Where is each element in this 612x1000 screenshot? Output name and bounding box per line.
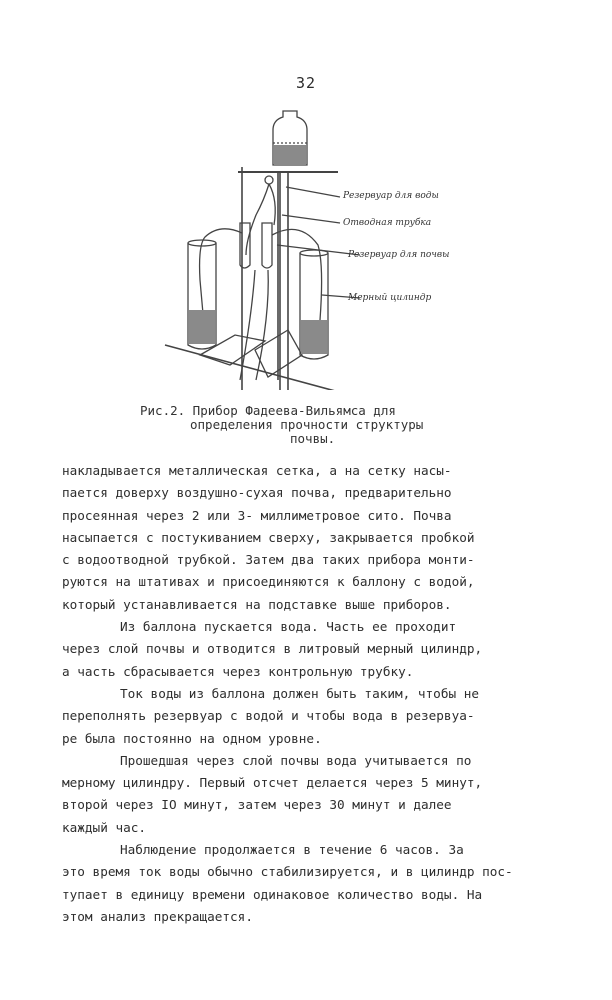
caption-line-3: почвы.: [290, 431, 336, 446]
text-line: через слой почвы и отводится в литровый мерный цилиндр,: [62, 641, 483, 657]
caption-line-2: определения прочности структуры: [190, 417, 424, 432]
text-line: этом анализ прекращается.: [62, 908, 253, 924]
apparatus-figure: [160, 105, 460, 390]
label-water-reservoir: Резервуар для воды: [343, 191, 439, 201]
text-line: Прошедшая через слой почвы вода учитывается по: [120, 752, 472, 768]
text-line: это время ток воды обычно стабилизируется, и в цилиндр пос-: [62, 864, 513, 880]
text-line: Из баллона пускается вода. Часть ее проходит: [120, 619, 457, 635]
text-line: пается доверху воздушно-сухая почва, предварительно: [62, 485, 452, 501]
apparatus-drawing: [160, 105, 460, 390]
caption-line-1: Рис.2. Прибор Фадеева-Вильямса для: [140, 403, 396, 418]
text-line: Ток воды из баллона должен быть таким, чтобы не: [120, 685, 480, 701]
text-line: Наблюдение продолжается в течение 6 часов. За: [120, 842, 464, 858]
text-line: просеянная через 2 или 3- миллиметровое сито. Почва: [62, 507, 452, 523]
text-line: мерному цилиндру. Первый отсчет делается через 5 минут,: [62, 775, 483, 791]
label-outlet-tube: Отводная трубка: [343, 218, 432, 228]
text-line: каждый час.: [62, 819, 147, 835]
text-line: ре была постоянно на одном уровне.: [62, 730, 322, 746]
body-text: [62, 460, 552, 928]
page-number: 32: [295, 74, 317, 92]
text-line: руются на штативах и присоединяются к баллону с водой,: [62, 574, 475, 590]
label-measuring-cylinder: Мерный цилиндр: [348, 293, 432, 303]
text-line: переполнять резервуар с водой и чтобы вода в резервуа-: [62, 708, 475, 724]
text-line: а часть сбрасывается через контрольную трубку.: [62, 663, 414, 679]
text-line: тупает в единицу времени одинаковое количество воды. На: [62, 886, 483, 902]
text-line: с водоотводной трубкой. Затем два таких прибора монти-: [62, 552, 475, 568]
text-line: накладывается металлическая сетка, а на сетку насы-: [62, 463, 452, 478]
label-soil-reservoir: Резервуар для почвы: [348, 250, 450, 260]
text-line: второй через IO минут, затем через 30 минут и далее: [62, 797, 452, 813]
text-line: который устанавливается на подставке выше приборов.: [62, 596, 452, 612]
text-line: насыпается с постукиванием сверху, закрывается пробкой: [62, 529, 475, 545]
figure-caption: [130, 404, 490, 446]
